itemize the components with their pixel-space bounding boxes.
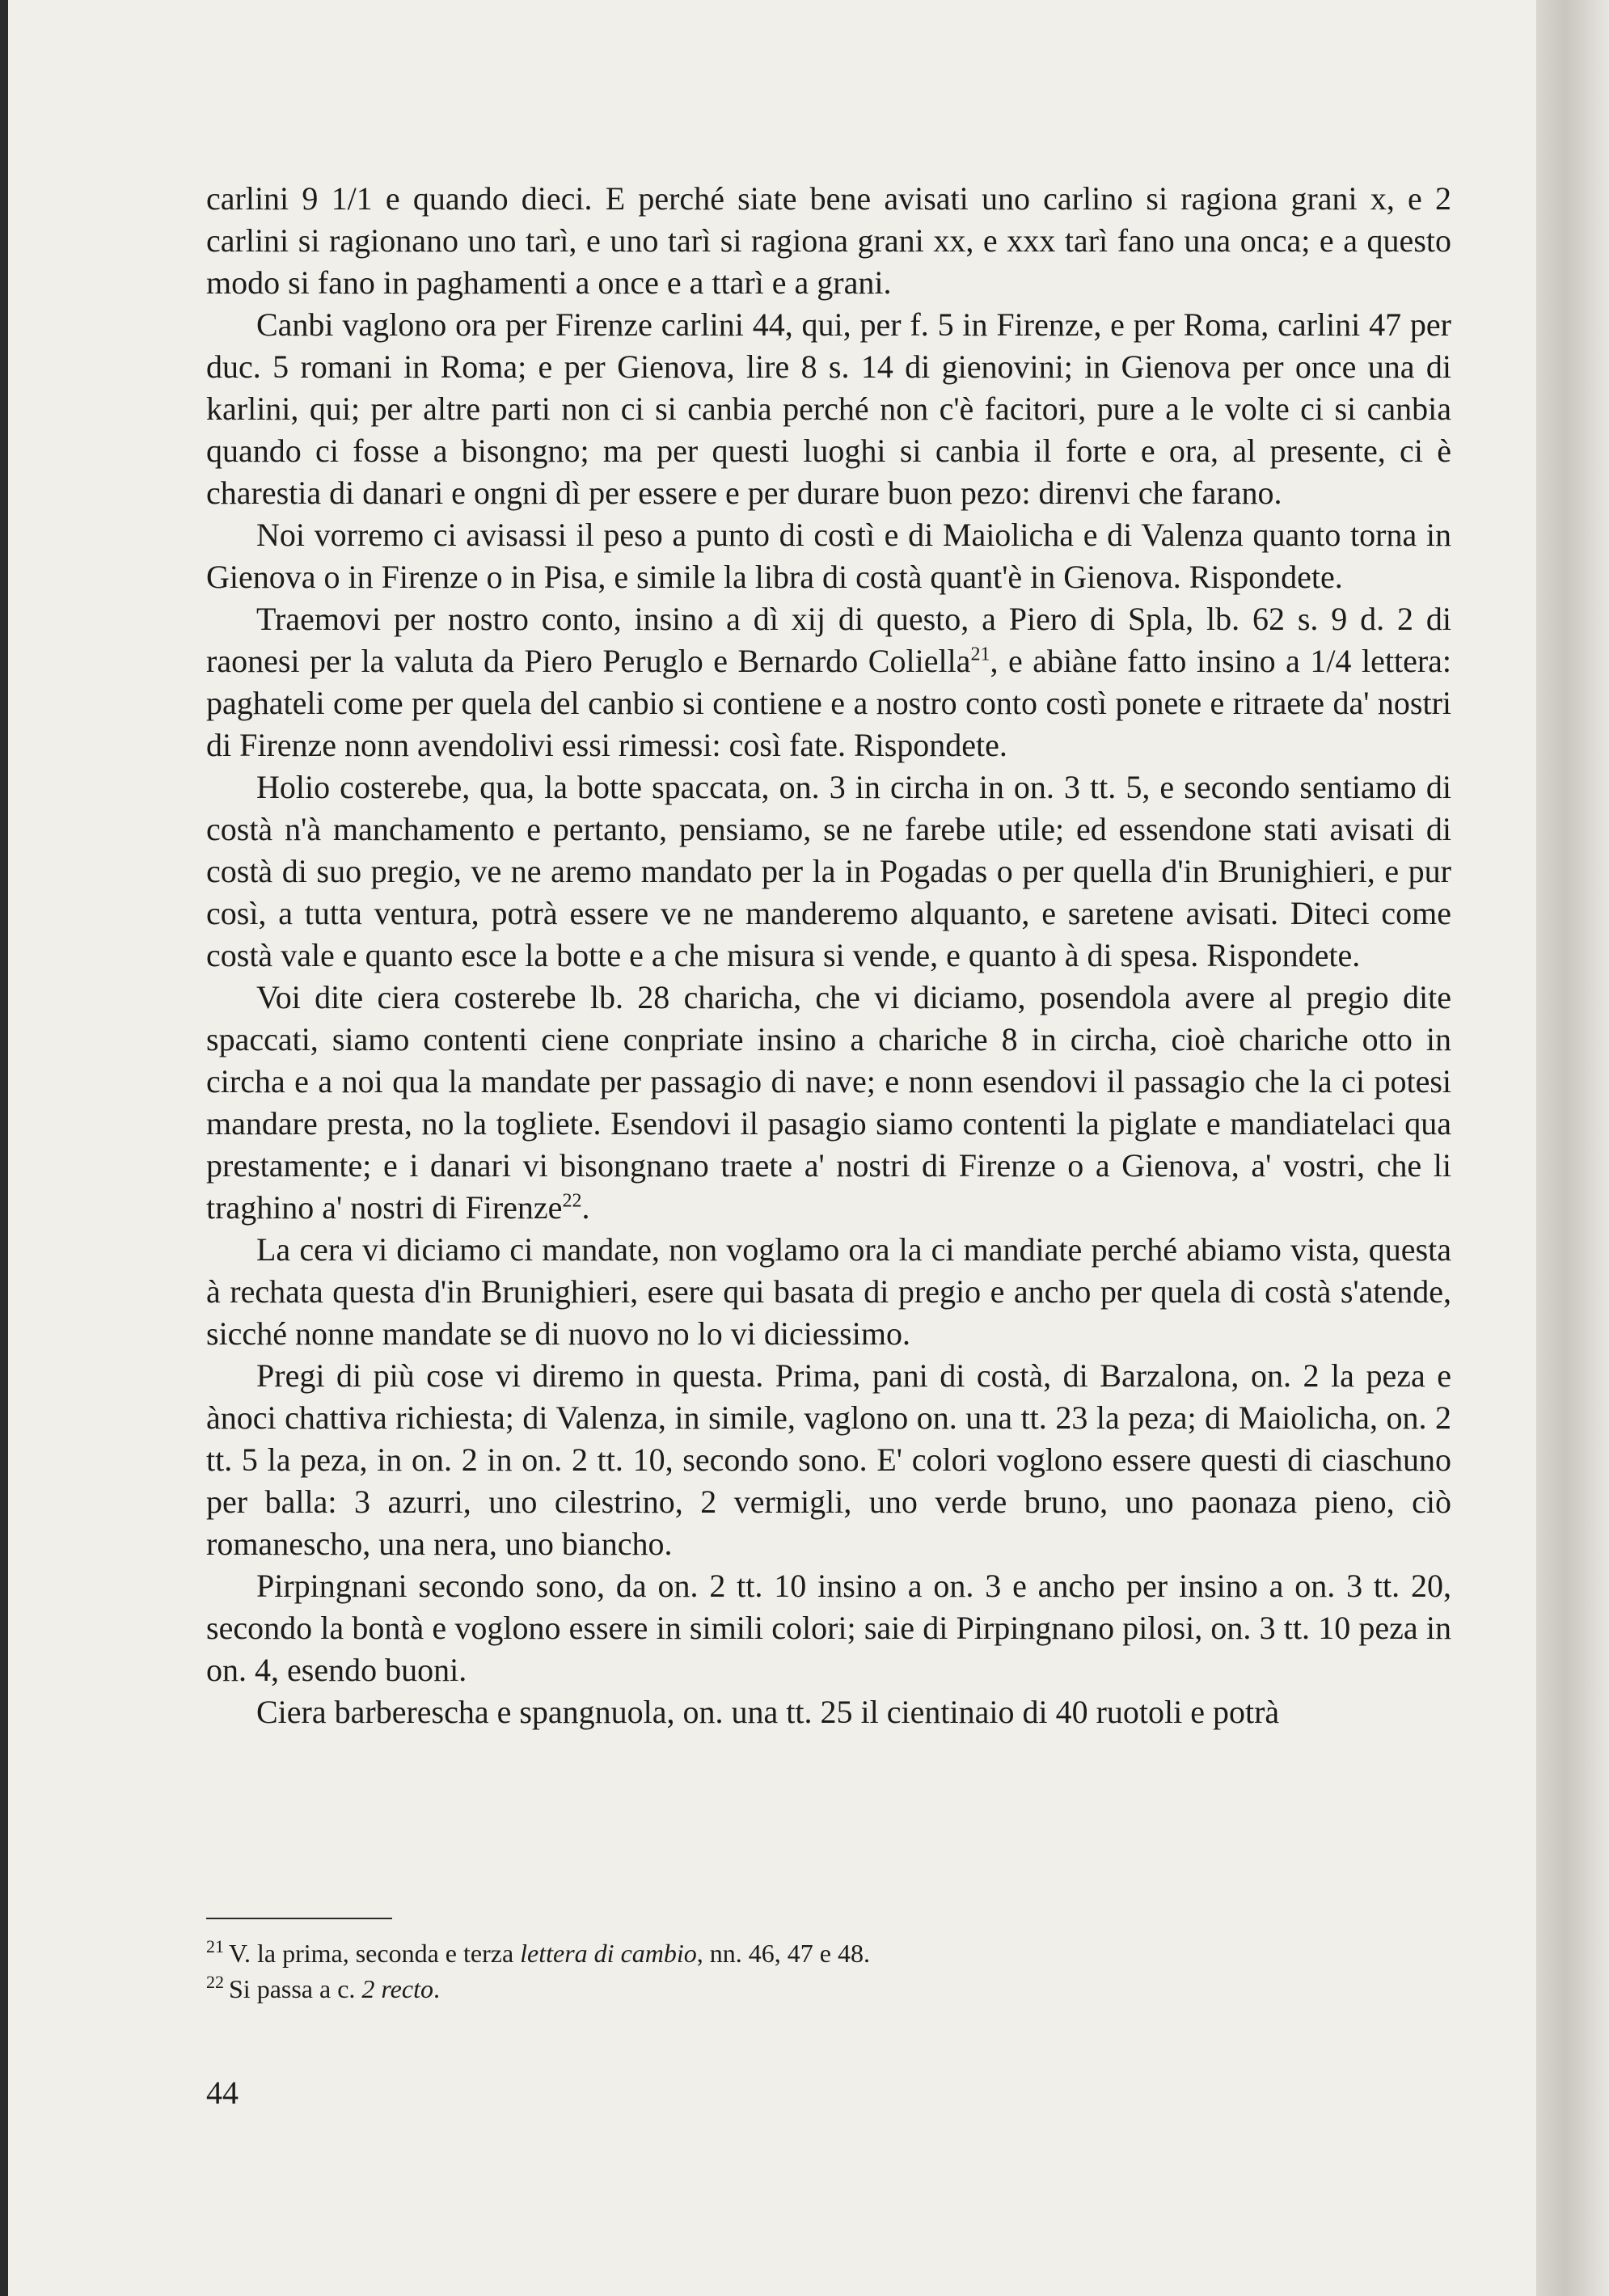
paragraph: La cera vi diciamo ci mandate, non voglamo ora la ci mandiate perché abiamo vista, questa à rechata questa d'in Brunighieri, esere qui basata di pregio e ancho per quela di costà s'atende, sicché nonne mandate se di nuovo no lo vi diciessimo. — [206, 1231, 1451, 1352]
footnote-number: 21 — [206, 1936, 224, 1957]
paragraph: Ciera barberescha e spangnuola, on. una tt. 25 il cientinaio di 40 ruotoli e potrà — [256, 1694, 1280, 1730]
footnote-number: 22 — [206, 1972, 224, 1993]
footnote-italic: 2 recto — [361, 1974, 433, 2003]
paragraph — [206, 977, 1451, 1229]
footnote-italic: lettera di cambio — [520, 1939, 697, 1968]
paragraph-text: Voi dite ciera costerebe lb. 28 charicha, che vi diciamo, posendola avere al pregio dite spaccati, siamo contenti ciene conpriate insino a chariche 8 in circha, cioè chariche otto in circha e a noi qua la mandate per passagio di nave; e nonn esendovi il passagio che la ci potesi mandare presta, no la togliete. Esendovi il pasagio siamo contenti la piglate e mandiatelaci qua prestamente; e i danari vi bisongnano traete a' nostri di Firenze o a Gienova, a' vostri, che li traghino a' nostri di Firenze — [206, 979, 1451, 1226]
paragraph: Noi vorremo ci avisassi il peso a punto di costì e di Maiolicha e di Valenza quanto torna in Gienova o in Firenze o in Pisa, e simile la libra di costà quant'è in Gienova. Rispondete. — [206, 517, 1451, 595]
footnote-text: Si passa a c. — [229, 1974, 362, 2003]
footnote-text: , nn. 46, 47 e 48. — [696, 1939, 870, 1968]
footnote-divider — [206, 1918, 392, 1919]
footnotes — [206, 1935, 1451, 2007]
footnote-ref-21: 21 — [970, 644, 990, 665]
paragraph-text: Traemovi per nostro conto, insino a dì xij di questo, a Piero di Spla, lb. 62 s. 9 d. 2 di raonesi per la valuta da Piero Peruglo e Bernardo Coliella — [206, 601, 1451, 679]
paragraph: Pirpingnani secondo sono, da on. 2 tt. 10 insino a on. 3 e ancho per insino a on. 3 tt. 20, secondo la bontà e voglono essere in simili colori; saie di Pirpingnano pilosi, on. 3 tt. 10 peza in on. 4, esendo buoni. — [206, 1568, 1451, 1688]
paragraph: Pregi di più cose vi diremo in questa. Prima, pani di costà, di Barzalona, on. 2 la peza e ànoci chattiva richiesta; di Valenza, in simile, vaglono on. una tt. 23 la peza; di Maiolicha, on. 2 tt. 5 la peza, in on. 2 in on. 2 tt. 10, secondo sono. E' colori voglono essere questi di ciaschuno per balla: 3 azurri, uno cilestrino, 2 vermigli, uno verde bruno, uno paonaza pieno, ciò romaneschо, una nera, uno biancho. — [206, 1357, 1451, 1562]
adjacent-page-edge — [1536, 0, 1609, 2296]
footnote-text: V. la prima, seconda e terza — [229, 1939, 521, 1968]
page-number: 44 — [206, 2074, 239, 2111]
paragraph: Holio costerebe, qua, la botte spaccata, on. 3 in circha in on. 3 tt. 5, e secondo sentiamo di costà n'à manchamento e pertanto, pensiamo, se ne farebe utile; ed essendone stati avisati di costà di suo pregio, ve ne aremo mandato per la in Pogadas o per quella d'in Brunighieri, e pur così, a tutta ventura, potrà essere ve ne manderemo alquanto, e saretene avisati. Diteci come costà vale e quanto esce la botte e a che misura si vende, e quanto à di spesa. Rispondete. — [206, 769, 1451, 973]
footnote-ref-22: 22 — [562, 1190, 582, 1212]
book-page — [8, 0, 1536, 2296]
footnote-22 — [206, 1971, 1451, 2007]
footnote-21 — [206, 1935, 1451, 1971]
paragraph: Canbi vaglono ora per Firenze carlini 44, qui, per f. 5 in Firenze, e per Roma, carlini 47 per duc. 5 romani in Roma; e per Gienova, lire 8 s. 14 di gienovini; in Gienova per once una di karlini, qui; per altre parti non ci si canbia perché non c'è facitori, pure a le volte ci si canbia quando ci fosse a bisongno; ma per questi luoghi si canbia il forte e ora, al presente, ci è charestia di danari e ongni dì per essere e per durare buon pezo: direnvi che farano. — [206, 306, 1451, 511]
paragraph: carlini 9 1/1 e quando dieci. E perché siate bene avisati uno carlino si ragiona grani x, e 2 carlini si ragionano uno tarì, e uno tarì si ragiona grani xx, e xxx tarì fano una onca; e a questo modo si fano in paghamenti a once e a ttarì e a grani. — [206, 180, 1451, 301]
body-text — [206, 178, 1451, 1733]
paragraph-text: . — [581, 1189, 590, 1226]
footnote-text: . — [433, 1974, 440, 2003]
paragraph — [206, 598, 1451, 766]
paragraph-text: , e abiàne fatto insino a 1/4 lettera: paghateli come per quela del canbio si contiene e a nostro conto costì ponete e ritraete da' nostri di Firenze nonn avendolivi essi rimessi: così fate. Rispondete. — [206, 643, 1452, 763]
